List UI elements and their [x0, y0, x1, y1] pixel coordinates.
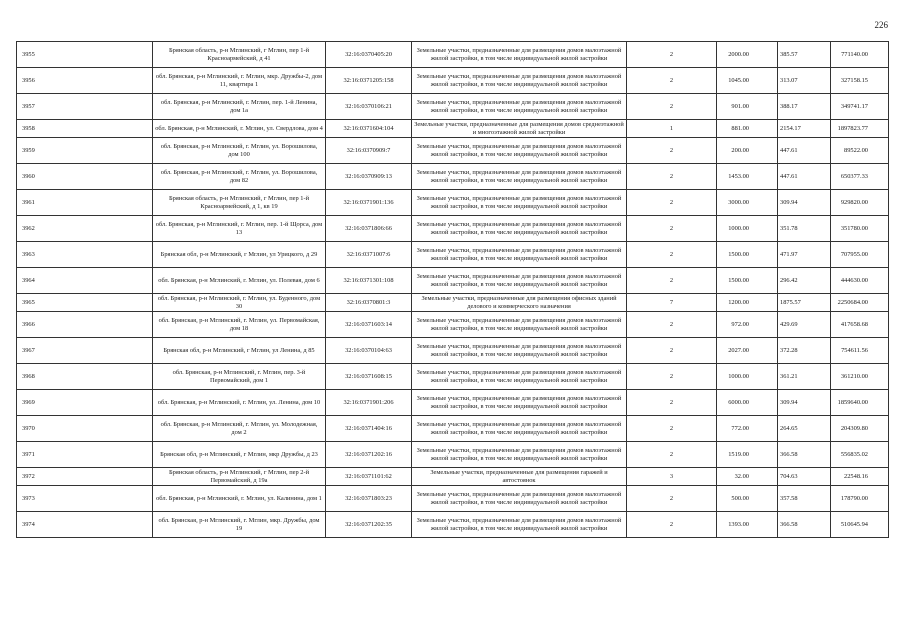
cadastral-value-table: [16, 41, 889, 538]
specific-value-cell: 351.78: [778, 216, 831, 242]
land-use-cell: Земельные участки, предназначенные для размещения домов малоэтажной жилой застройки, в том числе индивидуальной жилой застройки: [412, 242, 627, 268]
land-use-cell: Земельные участки, предназначенные для размещения домов среднеэтажной и многоэтажной жилой застройки: [412, 120, 627, 138]
table-row: [17, 390, 889, 416]
group-cell: 2: [627, 512, 717, 538]
specific-value-cell: 372.28: [778, 338, 831, 364]
address-cell: обл. Брянская, р-н Мглинский, г. Мглин, ул. Свердлова, дом 4: [153, 120, 326, 138]
area-cell: 972.00: [717, 312, 778, 338]
table-row: [17, 512, 889, 538]
area-cell: 1000.00: [717, 216, 778, 242]
address-cell: обл. Брянская, р-н Мглинский, г. Мглин, пер. 3-й Первомайский, дом 1: [153, 364, 326, 390]
cadastral-value-cell: 349741.17: [831, 94, 889, 120]
address-cell: обл. Брянская, р-н Мглинский, г. Мглин, ул. Калинина, дом 1: [153, 486, 326, 512]
land-use-cell: Земельные участки, предназначенные для размещения домов малоэтажной жилой застройки, в том числе индивидуальной жилой застройки: [412, 94, 627, 120]
table-row: [17, 294, 889, 312]
table-row: [17, 138, 889, 164]
area-cell: 1045.00: [717, 68, 778, 94]
cadastral-number-cell: 32:16:0371101:62: [326, 468, 412, 486]
land-use-cell: Земельные участки, предназначенные для размещения домов малоэтажной жилой застройки, в том числе индивидуальной жилой застройки: [412, 312, 627, 338]
table-row: [17, 216, 889, 242]
cadastral-number-cell: 32:16:0371202:16: [326, 442, 412, 468]
cadastral-value-cell: 707955.00: [831, 242, 889, 268]
land-use-cell: Земельные участки, предназначенные для размещения офисных зданий делового и коммерческого назначения: [412, 294, 627, 312]
cadastral-value-cell: 2250684.00: [831, 294, 889, 312]
group-cell: 2: [627, 242, 717, 268]
row-number: 3957: [17, 94, 153, 120]
cadastral-number-cell: 32:16:0371007:6: [326, 242, 412, 268]
address-cell: Брянская область, р-н Мглинский, г Мглин, пер 2-й Первомайский, д 19а: [153, 468, 326, 486]
table-row: [17, 468, 889, 486]
table-row: [17, 164, 889, 190]
land-use-cell: Земельные участки, предназначенные для размещения домов малоэтажной жилой застройки, в том числе индивидуальной жилой застройки: [412, 338, 627, 364]
table-row: [17, 190, 889, 216]
area-cell: 1200.00: [717, 294, 778, 312]
row-number: 3964: [17, 268, 153, 294]
cadastral-value-cell: 417658.68: [831, 312, 889, 338]
specific-value-cell: 264.65: [778, 416, 831, 442]
area-cell: 32.00: [717, 468, 778, 486]
specific-value-cell: 309.94: [778, 390, 831, 416]
cadastral-value-cell: 444630.00: [831, 268, 889, 294]
address-cell: обл. Брянская, р-н Мглинский, г. Мглин, мкр. Дружбы-2, дом 11, квартира 1: [153, 68, 326, 94]
cadastral-value-cell: 556835.02: [831, 442, 889, 468]
table-row: [17, 268, 889, 294]
specific-value-cell: 385.57: [778, 42, 831, 68]
table-row: [17, 312, 889, 338]
address-cell: обл. Брянская, р-н Мглинский, г. Мглин, ул. Ленина, дом 10: [153, 390, 326, 416]
cadastral-value-cell: 89522.00: [831, 138, 889, 164]
area-cell: 1393.00: [717, 512, 778, 538]
land-use-cell: Земельные участки, предназначенные для размещения домов малоэтажной жилой застройки, в том числе индивидуальной жилой застройки: [412, 164, 627, 190]
area-cell: 772.00: [717, 416, 778, 442]
group-cell: 2: [627, 442, 717, 468]
group-cell: 2: [627, 190, 717, 216]
land-use-cell: Земельные участки, предназначенные для размещения гаражей и автостоянок: [412, 468, 627, 486]
row-number: 3967: [17, 338, 153, 364]
group-cell: 2: [627, 138, 717, 164]
specific-value-cell: 361.21: [778, 364, 831, 390]
cadastral-value-cell: 650377.33: [831, 164, 889, 190]
area-cell: 881.00: [717, 120, 778, 138]
table-row: [17, 242, 889, 268]
cadastral-value-cell: 1897823.77: [831, 120, 889, 138]
row-number: 3971: [17, 442, 153, 468]
row-number: 3974: [17, 512, 153, 538]
table-body: [17, 42, 889, 538]
land-use-cell: Земельные участки, предназначенные для размещения домов малоэтажной жилой застройки, в том числе индивидуальной жилой застройки: [412, 486, 627, 512]
row-number: 3968: [17, 364, 153, 390]
group-cell: 2: [627, 68, 717, 94]
specific-value-cell: 388.17: [778, 94, 831, 120]
specific-value-cell: 313.07: [778, 68, 831, 94]
group-cell: 2: [627, 486, 717, 512]
cadastral-number-cell: 32:16:0370106:21: [326, 94, 412, 120]
group-cell: 2: [627, 268, 717, 294]
row-number: 3973: [17, 486, 153, 512]
area-cell: 2000.00: [717, 42, 778, 68]
land-use-cell: Земельные участки, предназначенные для размещения домов малоэтажной жилой застройки, в том числе индивидуальной жилой застройки: [412, 42, 627, 68]
table-row: [17, 364, 889, 390]
address-cell: Брянская обл, р-н Мглинский, г Мглин, ул Ленина, д 85: [153, 338, 326, 364]
address-cell: обл. Брянская, р-н Мглинский, г. Мглин, пер. 1-й Ленина, дом 1а: [153, 94, 326, 120]
cadastral-number-cell: 32:16:0371604:104: [326, 120, 412, 138]
cadastral-value-cell: 22548.16: [831, 468, 889, 486]
area-cell: 500.00: [717, 486, 778, 512]
row-number: 3961: [17, 190, 153, 216]
specific-value-cell: 447.61: [778, 164, 831, 190]
specific-value-cell: 704.63: [778, 468, 831, 486]
row-number: 3959: [17, 138, 153, 164]
group-cell: 1: [627, 120, 717, 138]
cadastral-value-cell: 361210.00: [831, 364, 889, 390]
land-use-cell: Земельные участки, предназначенные для размещения домов малоэтажной жилой застройки, в том числе индивидуальной жилой застройки: [412, 442, 627, 468]
table-row: [17, 416, 889, 442]
cadastral-number-cell: 32:16:0371806:66: [326, 216, 412, 242]
specific-value-cell: 309.94: [778, 190, 831, 216]
table-row: [17, 486, 889, 512]
cadastral-number-cell: 32:16:0371202:35: [326, 512, 412, 538]
cadastral-number-cell: 32:16:0370801:3: [326, 294, 412, 312]
table-row: [17, 94, 889, 120]
area-cell: 1453.00: [717, 164, 778, 190]
cadastral-value-cell: 929820.00: [831, 190, 889, 216]
land-use-cell: Земельные участки, предназначенные для размещения домов малоэтажной жилой застройки, в том числе индивидуальной жилой застройки: [412, 390, 627, 416]
address-cell: обл. Брянская, р-н Мглинский, г. Мглин, пер. 1-й Щорса, дом 13: [153, 216, 326, 242]
group-cell: 7: [627, 294, 717, 312]
cadastral-value-cell: 1859640.00: [831, 390, 889, 416]
group-cell: 2: [627, 216, 717, 242]
cadastral-number-cell: 32:16:0371301:108: [326, 268, 412, 294]
row-number: 3958: [17, 120, 153, 138]
cadastral-number-cell: 32:16:0371901:206: [326, 390, 412, 416]
specific-value-cell: 2154.17: [778, 120, 831, 138]
group-cell: 2: [627, 416, 717, 442]
table-row: [17, 338, 889, 364]
row-number: 3969: [17, 390, 153, 416]
address-cell: обл. Брянская, р-н Мглинский, г. Мглин, ул. Первомайская, дом 18: [153, 312, 326, 338]
group-cell: 2: [627, 164, 717, 190]
cadastral-value-cell: 204309.80: [831, 416, 889, 442]
area-cell: 1500.00: [717, 242, 778, 268]
address-cell: Брянская обл, р-н Мглинский, г Мглин, ул Урицкого, д 29: [153, 242, 326, 268]
row-number: 3965: [17, 294, 153, 312]
specific-value-cell: 1875.57: [778, 294, 831, 312]
group-cell: 2: [627, 364, 717, 390]
address-cell: обл. Брянская, р-н Мглинский, г. Мглин, ул. Полевая, дом 6: [153, 268, 326, 294]
row-number: 3970: [17, 416, 153, 442]
cadastral-number-cell: 32:16:0370104:63: [326, 338, 412, 364]
specific-value-cell: 429.69: [778, 312, 831, 338]
land-use-cell: Земельные участки, предназначенные для размещения домов малоэтажной жилой застройки, в том числе индивидуальной жилой застройки: [412, 216, 627, 242]
address-cell: Брянская обл, р-н Мглинский, г Мглин, мкр Дружбы, д 23: [153, 442, 326, 468]
specific-value-cell: 447.61: [778, 138, 831, 164]
cadastral-number-cell: 32:16:0370909:13: [326, 164, 412, 190]
land-use-cell: Земельные участки, предназначенные для размещения домов малоэтажной жилой застройки, в том числе индивидуальной жилой застройки: [412, 138, 627, 164]
cadastral-number-cell: 32:16:0370909:7: [326, 138, 412, 164]
row-number: 3956: [17, 68, 153, 94]
page-number: 226: [874, 20, 888, 30]
cadastral-value-cell: 327158.15: [831, 68, 889, 94]
address-cell: Брянская область, р-н Мглинский, г Мглин, пер 1-й Красноармейский, д 41: [153, 42, 326, 68]
land-use-cell: Земельные участки, предназначенные для размещения домов малоэтажной жилой застройки, в том числе индивидуальной жилой застройки: [412, 512, 627, 538]
table-row: [17, 68, 889, 94]
land-use-cell: Земельные участки, предназначенные для размещения домов малоэтажной жилой застройки, в том числе индивидуальной жилой застройки: [412, 68, 627, 94]
area-cell: 6000.00: [717, 390, 778, 416]
row-number: 3972: [17, 468, 153, 486]
row-number: 3962: [17, 216, 153, 242]
area-cell: 2027.00: [717, 338, 778, 364]
specific-value-cell: 471.97: [778, 242, 831, 268]
land-use-cell: Земельные участки, предназначенные для размещения домов малоэтажной жилой застройки, в том числе индивидуальной жилой застройки: [412, 416, 627, 442]
cadastral-number-cell: 32:16:0371603:14: [326, 312, 412, 338]
group-cell: 2: [627, 312, 717, 338]
area-cell: 1000.00: [717, 364, 778, 390]
group-cell: 2: [627, 338, 717, 364]
area-cell: 901.00: [717, 94, 778, 120]
cadastral-value-cell: 351780.00: [831, 216, 889, 242]
specific-value-cell: 366.58: [778, 442, 831, 468]
table-row: [17, 442, 889, 468]
cadastral-number-cell: 32:16:0371205:158: [326, 68, 412, 94]
table-row: [17, 120, 889, 138]
row-number: 3966: [17, 312, 153, 338]
group-cell: 2: [627, 94, 717, 120]
cadastral-value-cell: 771140.00: [831, 42, 889, 68]
cadastral-number-cell: 32:16:0371404:16: [326, 416, 412, 442]
address-cell: обл. Брянская, р-н Мглинский, г. Мглин, мкр. Дружбы, дом 19: [153, 512, 326, 538]
cadastral-number-cell: 32:16:0371803:23: [326, 486, 412, 512]
group-cell: 2: [627, 390, 717, 416]
address-cell: обл. Брянская, р-н Мглинский, г. Мглин, ул. Буденного, дом 30: [153, 294, 326, 312]
cadastral-number-cell: 32:16:0371608:15: [326, 364, 412, 390]
table-row: [17, 42, 889, 68]
area-cell: 1500.00: [717, 268, 778, 294]
group-cell: 3: [627, 468, 717, 486]
land-use-cell: Земельные участки, предназначенные для размещения домов малоэтажной жилой застройки, в том числе индивидуальной жилой застройки: [412, 190, 627, 216]
row-number: 3963: [17, 242, 153, 268]
specific-value-cell: 366.58: [778, 512, 831, 538]
row-number: 3955: [17, 42, 153, 68]
address-cell: Брянская область, р-н Мглинский, г Мглин, пер 1-й Красноармейский, д 1, кв 19: [153, 190, 326, 216]
cadastral-value-cell: 178790.00: [831, 486, 889, 512]
cadastral-number-cell: 32:16:0370405:20: [326, 42, 412, 68]
area-cell: 3000.00: [717, 190, 778, 216]
land-use-cell: Земельные участки, предназначенные для размещения домов малоэтажной жилой застройки, в том числе индивидуальной жилой застройки: [412, 364, 627, 390]
cadastral-value-cell: 510645.94: [831, 512, 889, 538]
specific-value-cell: 296.42: [778, 268, 831, 294]
address-cell: обл. Брянская, р-н Мглинский, г. Мглин, ул. Молодежная, дом 2: [153, 416, 326, 442]
group-cell: 2: [627, 42, 717, 68]
area-cell: 1519.00: [717, 442, 778, 468]
land-use-cell: Земельные участки, предназначенные для размещения домов малоэтажной жилой застройки, в том числе индивидуальной жилой застройки: [412, 268, 627, 294]
row-number: 3960: [17, 164, 153, 190]
address-cell: обл. Брянская, р-н Мглинский, г. Мглин, ул. Ворошилова, дом 100: [153, 138, 326, 164]
specific-value-cell: 357.58: [778, 486, 831, 512]
cadastral-number-cell: 32:16:0371901:136: [326, 190, 412, 216]
address-cell: обл. Брянская, р-н Мглинский, г. Мглин, ул. Ворошилова, дом 82: [153, 164, 326, 190]
area-cell: 200.00: [717, 138, 778, 164]
cadastral-value-cell: 754611.56: [831, 338, 889, 364]
